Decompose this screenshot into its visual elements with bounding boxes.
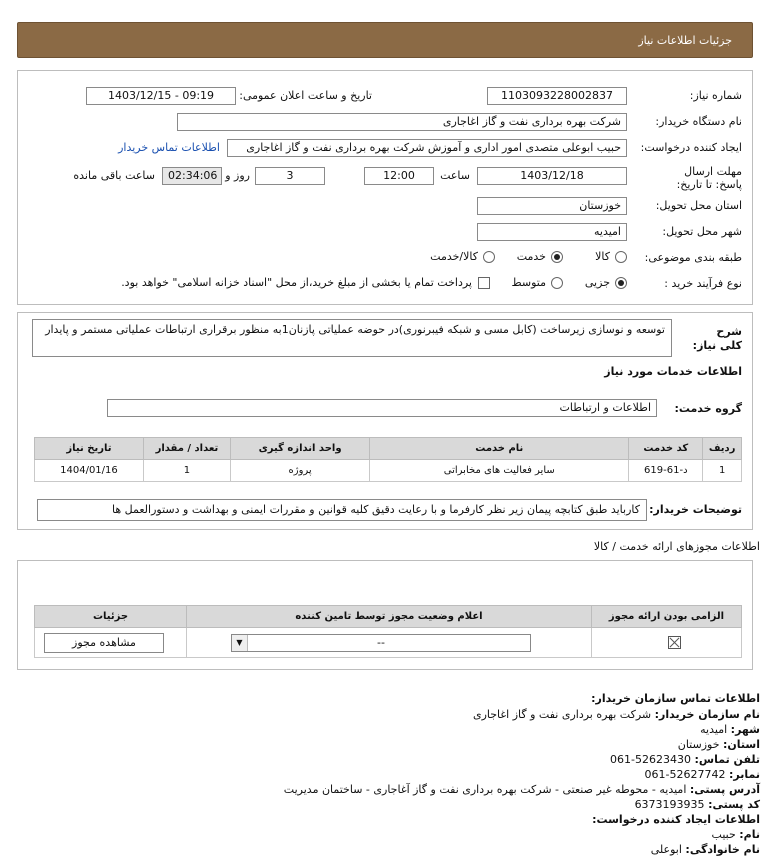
buyer-org-label: نام دستگاه خریدار: (655, 115, 742, 128)
buyer-notes-label: توضیحات خریدار: (649, 503, 742, 516)
need-number-label: شماره نیاز: (689, 89, 742, 102)
col-service-code: کد خدمت (629, 438, 703, 460)
buyer-org-field[interactable]: شرکت بهره برداری نفت و گاز اغاجاری (177, 113, 627, 131)
cell-row: 1 (703, 460, 742, 482)
contact-fax-line: نمابر: 52627742-061 (644, 768, 760, 781)
creator-info-heading: اطلاعات ایجاد کننده درخواست: (592, 813, 760, 826)
contact-province-line: استان: خوزستان (677, 738, 760, 751)
contact-phone-line: تلفن تماس: 52623430-061 (610, 753, 760, 766)
process-option-minor: جزیی (584, 276, 610, 289)
category-label: طبقه بندی موضوعی: (644, 251, 742, 264)
cell-service-name: سایر فعالیت های مخابراتی (370, 460, 629, 482)
category-option-service: خدمت (516, 250, 546, 263)
deadline-date-field[interactable]: 1403/12/18 (477, 167, 627, 185)
category-option-goods-service: کالا/خدمت (430, 250, 478, 263)
need-info-panel (17, 70, 753, 305)
process-radio-medium[interactable] (551, 277, 563, 289)
cell-permit-details (35, 628, 187, 658)
permits-table (34, 605, 742, 658)
col-service-name: نام خدمت (370, 438, 629, 460)
process-label: نوع فرآیند خرید : (664, 277, 742, 290)
contact-heading: اطلاعات تماس سازمان خریدار: (591, 692, 760, 705)
deadline-label: مهلت ارسال پاسخ: تا تاریخ: (676, 165, 742, 191)
city-label: شهر محل تحویل: (662, 225, 742, 238)
col-permit-required: الزامی بودن ارائه مجوز (592, 606, 742, 628)
creator-label: ایجاد کننده درخواست: (640, 141, 742, 154)
cell-permit-status (187, 628, 592, 658)
permits-panel (17, 560, 753, 670)
contact-org-line: نام سازمان خریدار: شرکت بهره برداری نفت و گاز اغاجاری (472, 708, 760, 721)
cell-need-date: 1404/01/16 (35, 460, 144, 482)
need-number-field[interactable]: 1103093228002837 (487, 87, 627, 105)
col-need-date: تاریخ نیاز (35, 438, 144, 460)
view-permit-button[interactable]: مشاهده مجوز (44, 633, 164, 653)
col-unit: واحد اندازه گیری (230, 438, 369, 460)
cell-service-code: د-61-619 (629, 460, 703, 482)
deadline-time-field[interactable]: 12:00 (364, 167, 434, 185)
category-radio-service[interactable] (551, 251, 563, 263)
creator-first-name-line: نام: حبیب (711, 828, 760, 841)
permit-required-checkbox[interactable] (668, 636, 681, 649)
remaining-time-field: 02:34:06 (162, 167, 222, 185)
cell-permit-required (592, 628, 742, 658)
page-title: جزئیات اطلاعات نیاز (638, 34, 732, 47)
permits-table-header (35, 606, 742, 628)
contact-city-line: شهر: امیدیه (700, 723, 760, 736)
category-option-goods: کالا (595, 250, 610, 263)
buyer-notes-field[interactable]: کارباید طبق کتابچه پیمان زیر نظر کارفرما و با رعایت دقیق کلیه قوانین و مقررات ایمنی و بهداشت و دستورالعمل ها (37, 499, 647, 521)
services-table (34, 437, 742, 482)
category-radio-goods[interactable] (615, 251, 627, 263)
province-field[interactable]: خوزستان (477, 197, 627, 215)
permits-heading: اطلاعات مجوزهای ارائه خدمت / کالا (593, 540, 760, 553)
services-heading: اطلاعات خدمات مورد نیاز (604, 365, 742, 378)
col-permit-details: جزئیات (35, 606, 187, 628)
remaining-label: ساعت باقی مانده (73, 169, 155, 182)
chevron-down-icon[interactable]: ▼ (232, 635, 248, 651)
days-field[interactable]: 3 (255, 167, 325, 185)
announce-label: تاریخ و ساعت اعلان عمومی: (239, 89, 372, 102)
col-row: ردیف (703, 438, 742, 460)
col-quantity: تعداد / مقدار (143, 438, 230, 460)
summary-label: شرح کلی نیاز: (692, 325, 742, 352)
table-row (35, 628, 742, 658)
cell-quantity: 1 (143, 460, 230, 482)
province-label: استان محل تحویل: (655, 199, 742, 212)
permit-status-value: -- (377, 636, 385, 649)
category-radio-goods-service[interactable] (483, 251, 495, 263)
need-details-panel (17, 312, 753, 530)
buyer-contact-link[interactable]: اطلاعات تماس خریدار (118, 141, 220, 154)
creator-last-name-line: نام خانوادگی: ابوعلی (650, 843, 760, 856)
page-header (17, 22, 753, 58)
services-table-header (35, 438, 742, 460)
city-field[interactable]: امیدیه (477, 223, 627, 241)
process-radio-minor[interactable] (615, 277, 627, 289)
deadline-time-label: ساعت (440, 169, 470, 182)
permit-status-select[interactable] (231, 634, 531, 652)
service-group-field[interactable]: اطلاعات و ارتباطات (107, 399, 657, 417)
treasury-payment-note: پرداخت تمام یا بخشی از مبلغ خرید،از محل "اسناد خزانه اسلامی" خواهد بود. (121, 276, 472, 289)
contact-postal-line: کد پستی: 6373193935 (634, 798, 760, 811)
service-group-label: گروه خدمت: (674, 402, 742, 415)
process-option-medium: متوسط (511, 276, 546, 289)
announce-field[interactable]: 1403/12/15 - 09:19 (86, 87, 236, 105)
col-permit-status: اعلام وضعیت مجوز توسط تامین کننده (187, 606, 592, 628)
days-label: روز و (225, 169, 250, 182)
table-row[interactable] (35, 460, 742, 482)
creator-field[interactable]: حبیب ابوعلی متصدی امور اداری و آموزش شرکت بهره برداری نفت و گاز اغاجاری (227, 139, 627, 157)
summary-field[interactable]: توسعه و نوسازی زیرساخت (کابل مسی و شبکه فیبرنوری)در حوضه عملیاتی پازنان1به منظور برقراری ارتباطات عملیاتی مستمر و پایدار (32, 319, 672, 357)
cell-unit: پروژه (230, 460, 369, 482)
treasury-payment-checkbox[interactable] (478, 277, 490, 289)
contact-address-line: آدرس پستی: امیدیه - محوطه غیر صنعتی - شرکت بهره برداری نفت و گاز آغاجاری - ساختمان مدیریت (283, 783, 760, 796)
